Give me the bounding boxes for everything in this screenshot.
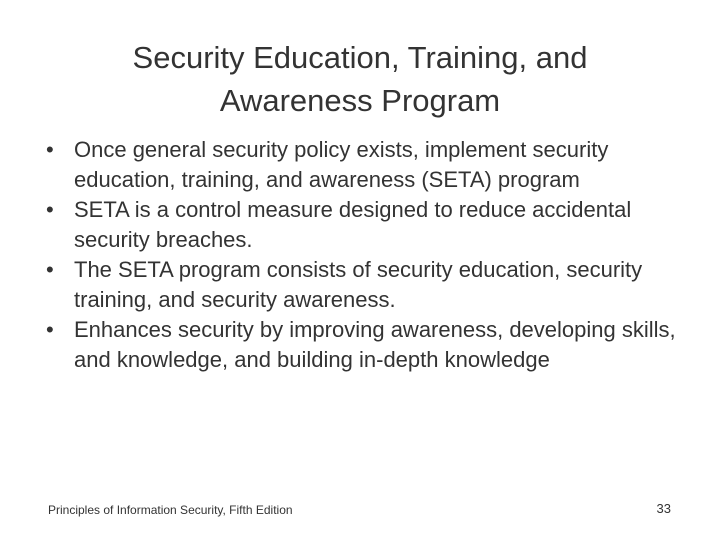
bullet-list — [46, 135, 686, 375]
bullet-dot-icon: • — [46, 197, 54, 222]
slide-title-line-2: Awareness Program — [219, 83, 501, 118]
slide-title-line-1: Security Education, Training, and — [132, 40, 588, 75]
bullet-text: Enhances security by improving awareness, developing skills, and knowledge, and building in-depth knowledge — [74, 317, 676, 372]
slide-title — [60, 36, 660, 122]
bullet-item — [46, 255, 686, 315]
page-number: 33 — [656, 501, 671, 516]
bullet-text: Once general security policy exists, implement security education, training, and awareness (SETA) program — [74, 137, 609, 192]
bullet-text: SETA is a control measure designed to reduce accidental security breaches. — [74, 197, 632, 252]
bullet-dot-icon: • — [46, 257, 54, 282]
bullet-dot-icon: • — [46, 317, 54, 342]
bullet-item — [46, 315, 686, 375]
bullet-item — [46, 135, 686, 195]
footer-book-title: Principles of Information Security, Fifth Edition — [48, 503, 293, 517]
bullet-dot-icon: • — [46, 137, 54, 162]
bullet-text: The SETA program consists of security education, security training, and security awareness. — [74, 257, 643, 312]
bullet-item — [46, 195, 686, 255]
